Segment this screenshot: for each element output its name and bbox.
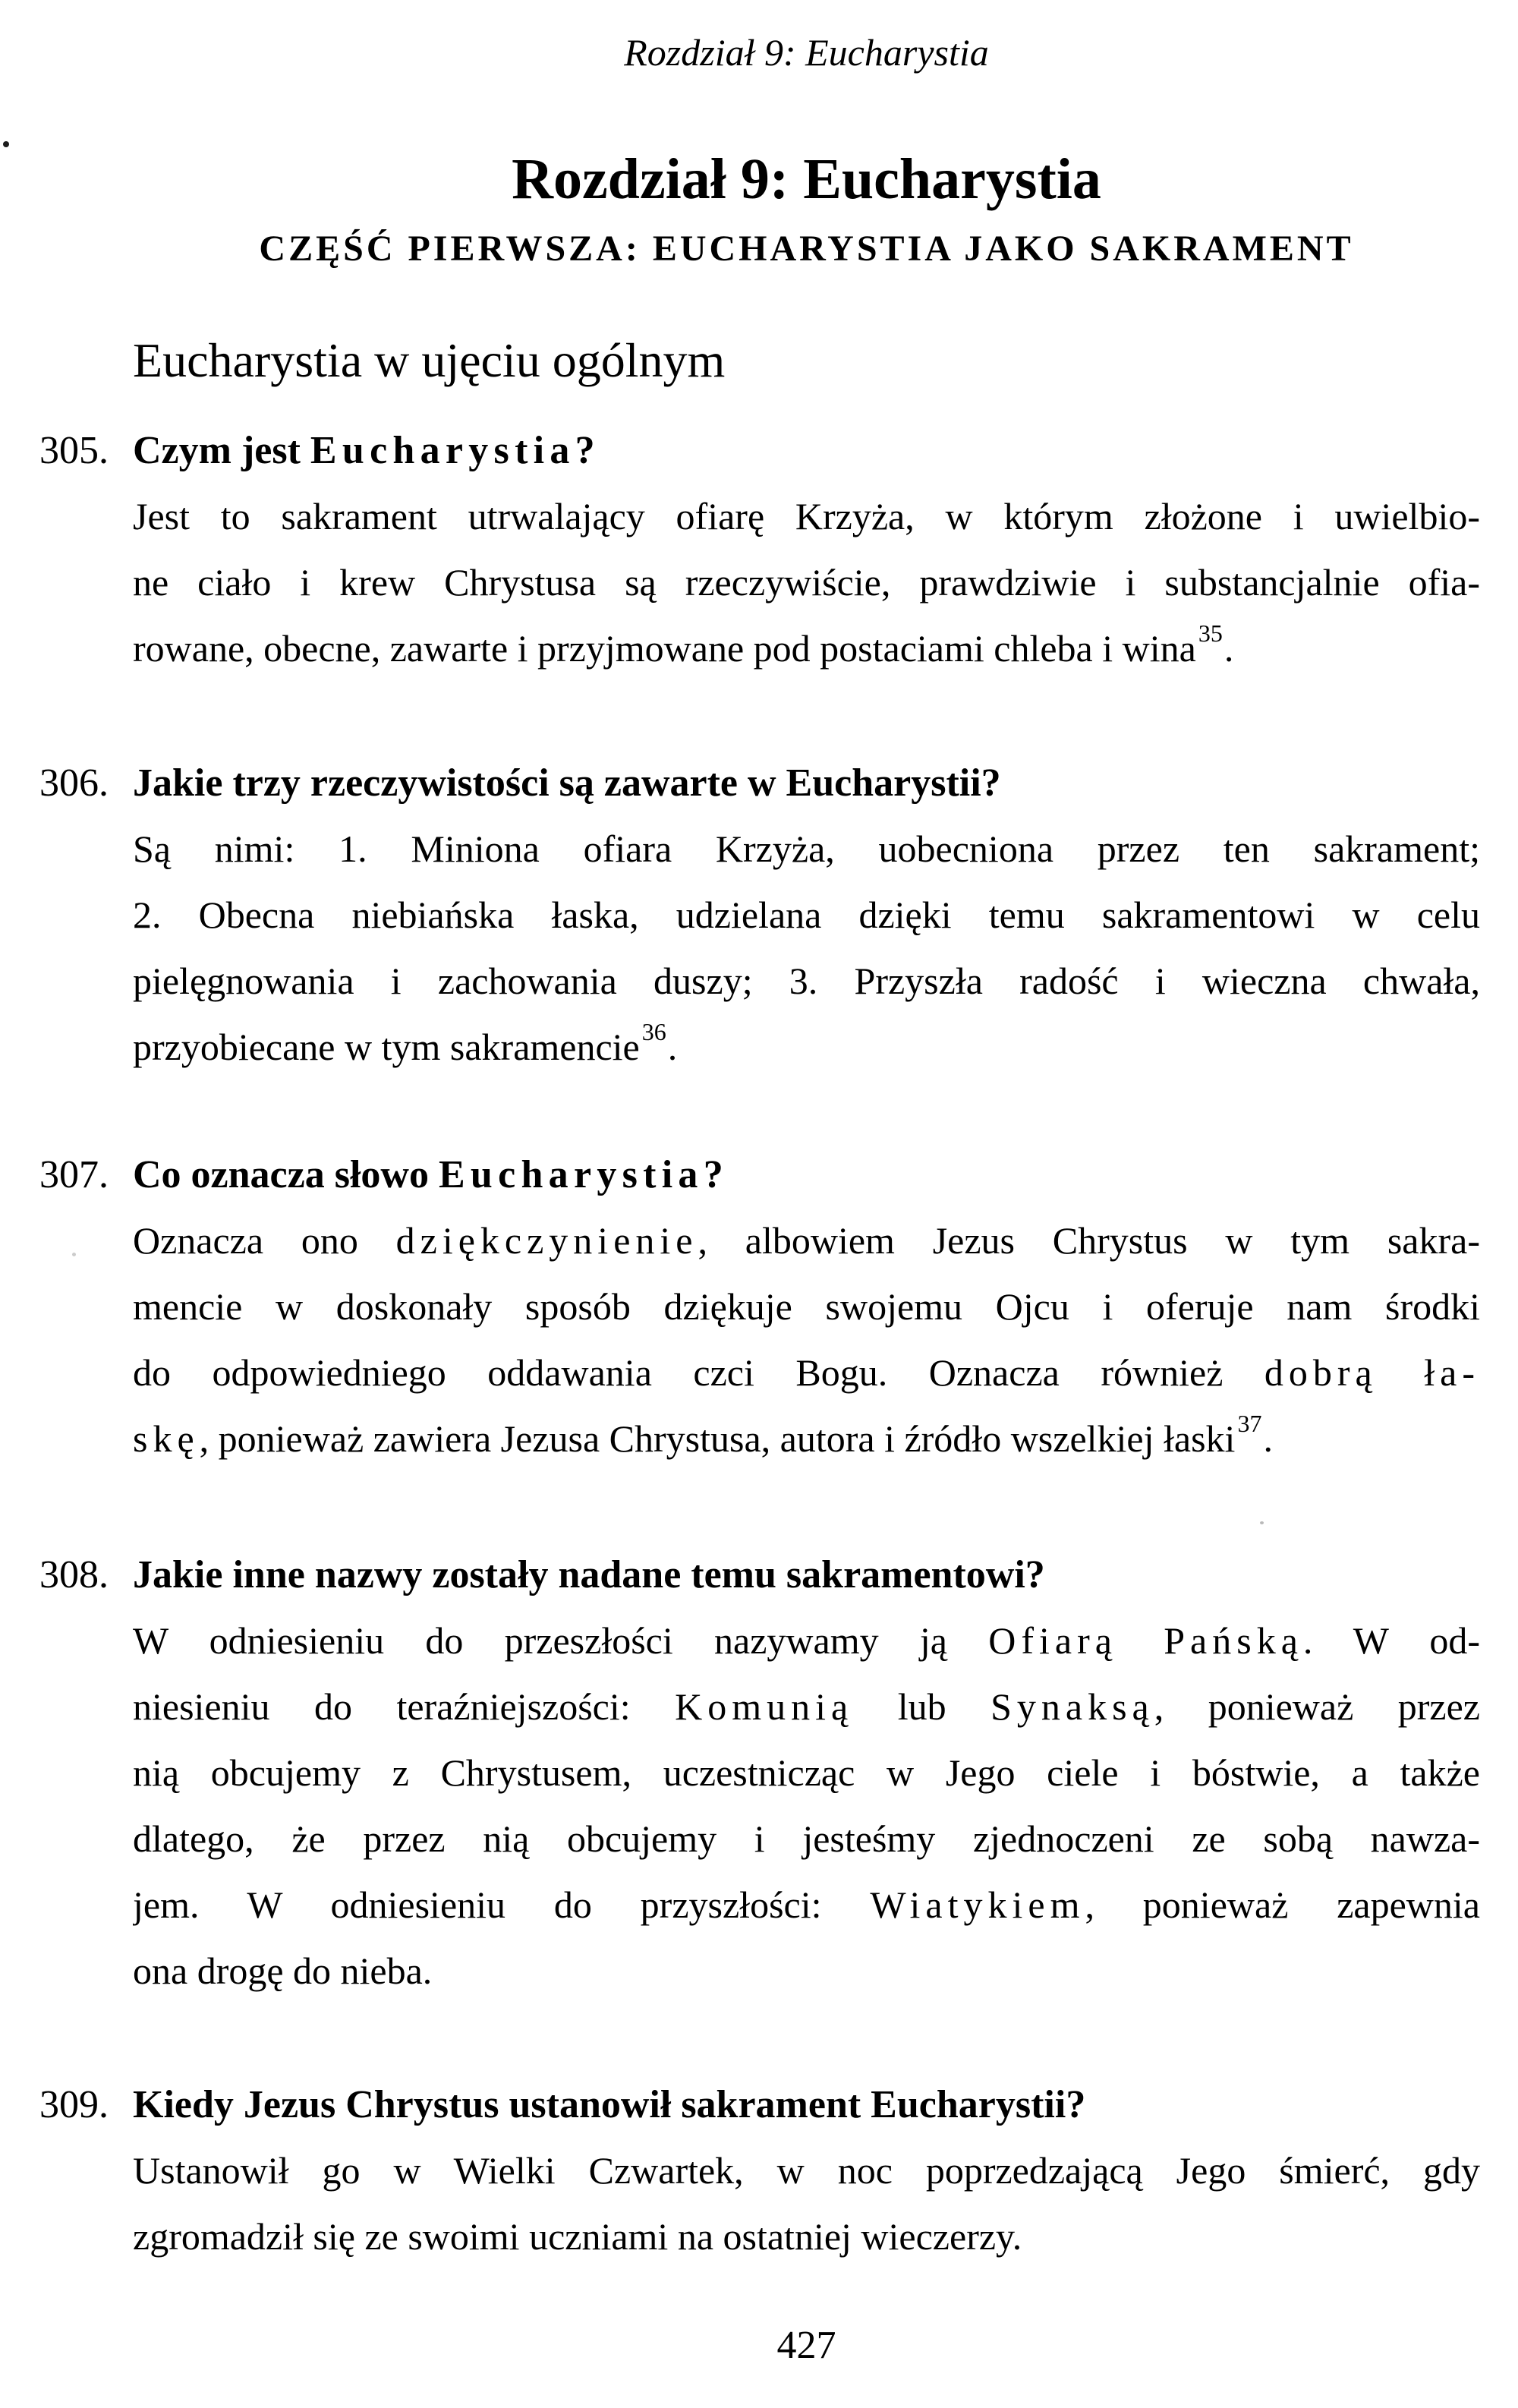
text-seg: , ponieważ zapewnia xyxy=(1085,1883,1480,1926)
text-seg: . xyxy=(667,1026,678,1068)
text-seg: jem. W odniesieniu do przyszłości: xyxy=(133,1883,871,1926)
text-seg: , albowiem Jezus Chrystus w tym sakra- xyxy=(698,1219,1480,1262)
body-line xyxy=(133,550,1480,616)
question-line xyxy=(39,1542,1480,1608)
question-number: 309. xyxy=(39,2083,109,2126)
body-line xyxy=(133,1872,1480,1938)
question-line xyxy=(39,1142,1480,1208)
qa-section-305 xyxy=(39,418,1480,682)
em-term: Wiatykiem xyxy=(870,1883,1085,1926)
question-text: Jakie trzy rzeczywistości są zawarte w Eucharystii? xyxy=(133,761,1001,805)
footnote-ref-37: 37 xyxy=(1237,1410,1262,1438)
question-number: 307. xyxy=(39,1153,109,1196)
body-line xyxy=(133,1340,1480,1406)
question-line xyxy=(39,2072,1480,2138)
question-text: Co oznacza słowo xyxy=(133,1153,439,1196)
body-line xyxy=(133,1806,1480,1872)
scan-speck xyxy=(72,1253,76,1256)
question-number: 305. xyxy=(39,429,109,472)
page-number: 427 xyxy=(776,2324,836,2367)
question-line xyxy=(39,750,1480,816)
body-line xyxy=(133,2204,1480,2270)
footnote-ref-36: 36 xyxy=(641,1018,666,1046)
text-seg: . xyxy=(1224,627,1234,670)
part-subtitle: CZĘŚĆ PIERWSZA: EUCHARYSTIA JAKO SAKRAMENT xyxy=(259,229,1354,269)
text-seg: ona drogę do nieba. xyxy=(133,1949,433,1992)
body-line xyxy=(133,1674,1480,1740)
running-header: Rozdział 9: Eucharystia xyxy=(624,31,989,74)
text-seg: W odniesieniu do przeszłości nazywamy ją xyxy=(133,1619,989,1662)
body-line xyxy=(133,2138,1480,2204)
body-line xyxy=(133,1208,1480,1274)
text-seg: 2. Obecna niebiańska łaska, udzielana dzięki temu sakramentowi w celu xyxy=(133,894,1480,936)
body-line xyxy=(133,1740,1480,1806)
text-seg: ne ciało i krew Chrystusa są rzeczywiście, prawdziwie i substancjalnie ofia- xyxy=(133,561,1480,604)
text-seg: . xyxy=(1263,1417,1273,1460)
text-seg: przyobiecane w tym sakramencie xyxy=(133,1026,640,1068)
question-number: 308. xyxy=(39,1553,109,1596)
scan-speck xyxy=(1260,1521,1264,1524)
text-seg: Oznacza ono xyxy=(133,1219,396,1262)
em-term: dobrą ła- xyxy=(1264,1351,1480,1394)
body-line xyxy=(133,1608,1480,1674)
question-text: Jakie inne nazwy zostały nadane temu sakramentowi? xyxy=(133,1553,1045,1596)
text-seg: , ponieważ zawiera Jezusa Chrystusa, autora i źródło wszelkiej łaski xyxy=(199,1417,1236,1460)
text-seg: Są nimi: 1. Miniona ofiara Krzyża, uobecniona przez ten sakrament; xyxy=(133,827,1480,870)
text-seg: , ponieważ przez xyxy=(1154,1685,1480,1728)
text-seg: Ustanowił go w Wielki Czwartek, w noc poprzedzającą Jego śmierć, gdy xyxy=(133,2149,1480,2192)
question-text: Czym jest xyxy=(133,429,310,472)
body-line xyxy=(133,948,1480,1014)
body-line xyxy=(133,616,1480,682)
text-seg: lub xyxy=(853,1685,991,1728)
chapter-title: Rozdział 9: Eucharystia xyxy=(512,147,1101,211)
em-term: skę xyxy=(133,1417,200,1460)
em-term: dziękczynienie xyxy=(395,1219,698,1262)
qa-section-308 xyxy=(39,1542,1480,2004)
text-seg: pielęgnowania i zachowania duszy; 3. Przyszła radość i wieczna chwała, xyxy=(133,960,1480,1002)
scan-speck xyxy=(3,141,9,147)
question-line xyxy=(39,418,1480,484)
text-seg: . W od- xyxy=(1302,1619,1480,1662)
body-line xyxy=(133,1014,1480,1080)
qa-section-306 xyxy=(39,750,1480,1080)
body-line xyxy=(133,1406,1480,1472)
em-term: Synaksą xyxy=(990,1685,1154,1728)
question-term: Eucharystia? xyxy=(438,1153,729,1196)
body-line xyxy=(133,1274,1480,1340)
question-number: 306. xyxy=(39,761,109,805)
body-line xyxy=(133,1938,1480,2004)
text-seg: zgromadził się ze swoimi uczniami na ostatniej wieczerzy. xyxy=(133,2215,1022,2258)
question-text: Kiedy Jezus Chrystus ustanowił sakrament Eucharystii? xyxy=(133,2083,1086,2126)
text-seg: rowane, obecne, zawarte i przyjmowane pod postaciami chleba i wina xyxy=(133,627,1196,670)
text-seg: do odpowiedniego oddawania czci Bogu. Oznacza również xyxy=(133,1351,1264,1394)
em-term: Ofiarą Pańską xyxy=(988,1619,1303,1662)
em-term: Komunią xyxy=(675,1685,854,1728)
body-line xyxy=(133,484,1480,550)
qa-section-307 xyxy=(39,1142,1480,1472)
body-line xyxy=(133,882,1480,948)
text-seg: dlatego, że przez nią obcujemy i jesteśmy zjednoczeni ze sobą nawza- xyxy=(133,1817,1480,1860)
text-seg: Jest to sakrament utrwalający ofiarę Krzyża, w którym złożone i uwielbio- xyxy=(133,495,1480,537)
text-seg: nią obcujemy z Chrystusem, uczestnicząc w Jego ciele i bóstwie, a także xyxy=(133,1751,1480,1794)
intro-heading: Eucharystia w ujęciu ogólnym xyxy=(133,333,726,387)
footnote-ref-35: 35 xyxy=(1198,619,1223,648)
body-line xyxy=(133,816,1480,882)
text-seg: niesieniu do teraźniejszości: xyxy=(133,1685,676,1728)
question-term: Eucharystia? xyxy=(310,429,600,472)
text-seg: mencie w doskonały sposób dziękuje swojemu Ojcu i oferuje nam środki xyxy=(133,1285,1480,1328)
qa-section-309 xyxy=(39,2072,1480,2270)
